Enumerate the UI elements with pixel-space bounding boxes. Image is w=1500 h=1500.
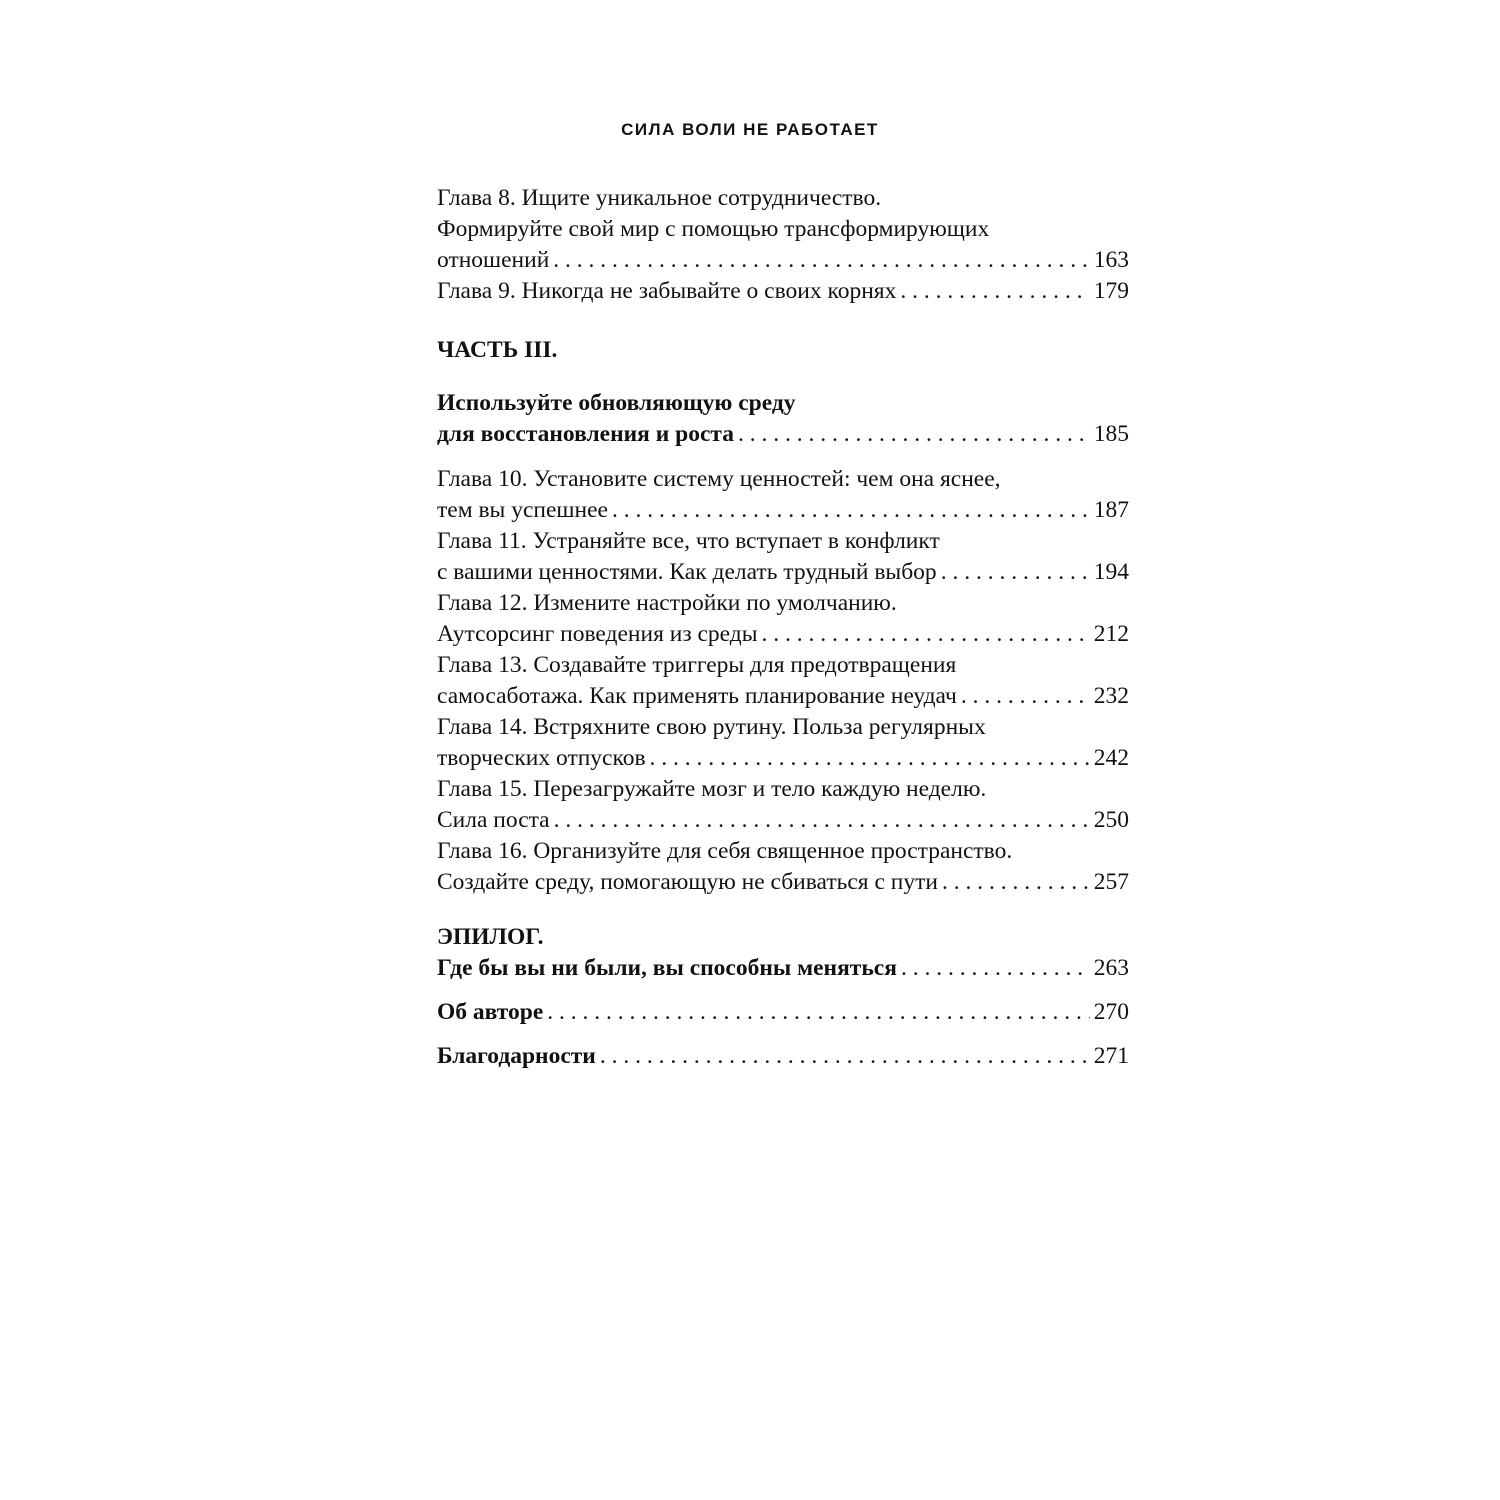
toc-entry-about-author[interactable] (437, 997, 1129, 1028)
dot-leader (901, 953, 1090, 984)
dot-leader (554, 805, 1090, 836)
toc-entry-title: Благодарности (437, 1043, 596, 1069)
part-heading: ЧАСТЬ III. (437, 337, 558, 363)
table-of-contents (437, 183, 1129, 1072)
toc-entry-line: Глава 14. Встряхните свою рутину. Польза регулярных (437, 714, 986, 740)
toc-entry-chapter-8[interactable] (437, 183, 1129, 276)
dot-leader (900, 276, 1089, 307)
toc-entry-chapter-16[interactable] (437, 836, 1129, 898)
page-number: 212 (1093, 621, 1129, 647)
toc-entry-title: тем вы успешнее (437, 497, 608, 523)
toc-entry-chapter-15[interactable] (437, 774, 1129, 836)
page-number: 250 (1093, 807, 1129, 833)
page-number: 194 (1093, 559, 1129, 585)
dot-leader (762, 619, 1090, 650)
toc-leader-line (437, 245, 1129, 276)
part-heading: ЭПИЛОГ. (437, 924, 544, 950)
toc-leader-line (437, 681, 1129, 712)
toc-entry-title: Глава 9. Никогда не забывайте о своих корнях (437, 278, 897, 304)
toc-leader-line (437, 557, 1129, 588)
toc-entry-chapter-14[interactable] (437, 712, 1129, 774)
toc-entry-chapter-11[interactable] (437, 526, 1129, 588)
toc-entry-part-3[interactable] (437, 388, 1129, 450)
page-number: 163 (1093, 247, 1129, 273)
toc-entry-title: творческих отпусков (437, 745, 646, 771)
toc-entry-line: Глава 15. Перезагружайте мозг и тело каждую неделю. (437, 776, 987, 802)
dot-leader (738, 419, 1090, 450)
toc-entry-chapter-9[interactable] (437, 276, 1129, 307)
toc-leader-line (437, 1041, 1129, 1072)
toc-leader-line (437, 619, 1129, 650)
page-number: 263 (1093, 955, 1129, 981)
toc-entry-line: Глава 11. Устраняйте все, что вступает в конфликт (437, 528, 940, 554)
toc-entry-title: Аутсорсинг поведения из среды (437, 621, 758, 647)
toc-leader-line (437, 953, 1129, 984)
toc-entry-line: Глава 13. Создавайте триггеры для предотвращения (437, 652, 957, 678)
page-number: 185 (1093, 421, 1129, 447)
toc-leader-line (437, 805, 1129, 836)
toc-entry-title: Об авторе (437, 999, 544, 1025)
toc-entry-line: Используйте обновляющую среду (437, 390, 796, 416)
toc-entry-title: отношений (437, 247, 550, 273)
toc-entry-chapter-10[interactable] (437, 464, 1129, 526)
toc-entry-line: Глава 10. Установите систему ценностей: чем она яснее, (437, 466, 1001, 492)
toc-entry-title: для восстановления и роста (437, 421, 734, 447)
toc-entry-line: Глава 12. Измените настройки по умолчанию. (437, 590, 897, 616)
page-number: 187 (1093, 497, 1129, 523)
toc-entry-line: Глава 16. Организуйте для себя священное пространство. (437, 838, 1013, 864)
toc-entry-line: Формируйте свой мир с помощью трансформирующих (437, 216, 990, 242)
dot-leader (650, 743, 1090, 774)
toc-leader-line (437, 419, 1129, 450)
toc-leader-line (437, 743, 1129, 774)
dot-leader (941, 557, 1090, 588)
toc-entry-chapter-12[interactable] (437, 588, 1129, 650)
page-number: 242 (1093, 745, 1129, 771)
toc-leader-line (437, 997, 1129, 1028)
toc-leader-line (437, 276, 1129, 307)
dot-leader (547, 997, 1090, 1028)
toc-entry-acknowledgements[interactable] (437, 1041, 1129, 1072)
dot-leader (612, 495, 1090, 526)
toc-entry-title: с вашими ценностями. Как делать трудный выбор (437, 559, 937, 585)
running-head: СИЛА ВОЛИ НЕ РАБОТАЕТ (621, 120, 879, 139)
page-number: 271 (1093, 1043, 1129, 1069)
toc-entry-epilogue[interactable] (437, 922, 1129, 984)
toc-leader-line (437, 867, 1129, 898)
toc-entry-chapter-13[interactable] (437, 650, 1129, 712)
page-number: 232 (1093, 683, 1129, 709)
dot-leader (942, 867, 1090, 898)
toc-entry-title: Где бы вы ни были, вы способны меняться (437, 955, 897, 981)
dot-leader (553, 245, 1089, 276)
toc-entry-title: Сила поста (437, 807, 550, 833)
toc-entry-title: Создайте среду, помогающую не сбиваться с пути (437, 869, 938, 895)
page-number: 179 (1093, 278, 1129, 304)
dot-leader (961, 681, 1090, 712)
page-number: 270 (1093, 999, 1129, 1025)
toc-leader-line (437, 495, 1129, 526)
toc-entry-line: Глава 8. Ищите уникальное сотрудничество. (437, 185, 882, 211)
page-number: 257 (1093, 869, 1129, 895)
dot-leader (600, 1041, 1090, 1072)
toc-entry-title: самосаботажа. Как применять планирование неудач (437, 683, 957, 709)
